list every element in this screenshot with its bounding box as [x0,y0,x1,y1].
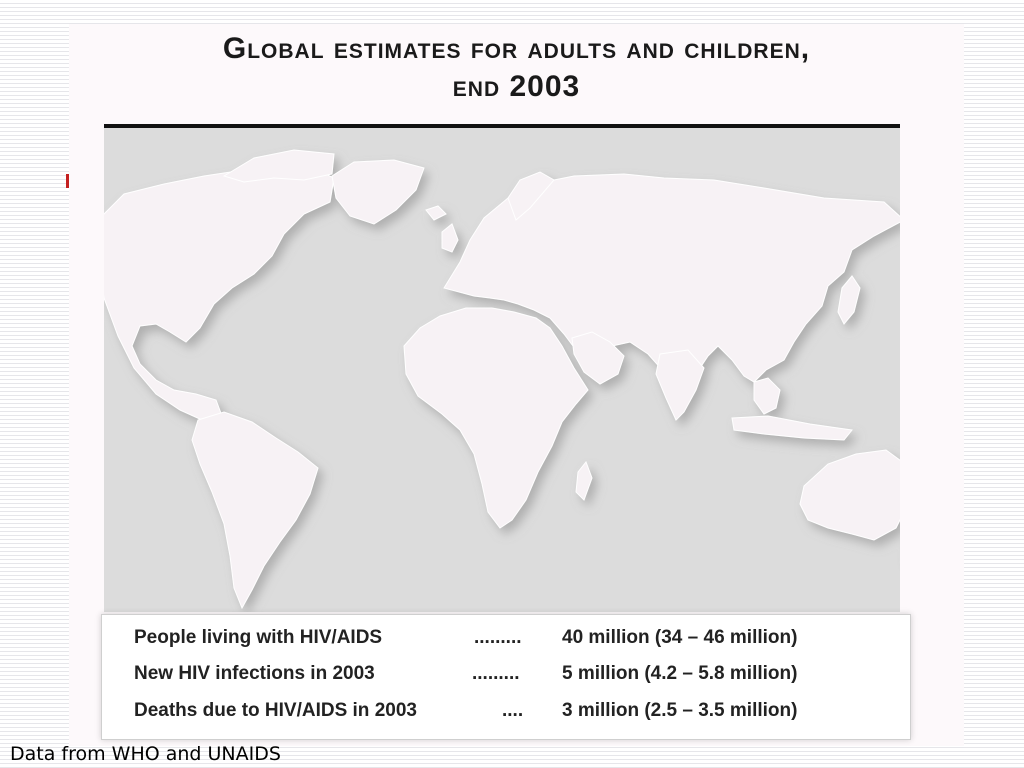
world-map-svg [104,128,900,612]
source-caption: Data from WHO and UNAIDS [10,743,281,765]
stat-label: Deaths due to HIV/AIDS in 2003 [134,700,417,721]
madagascar-shape [576,462,592,500]
statistics-box [101,614,911,740]
arctic-islands-shape [224,150,334,182]
south-america-shape [192,412,318,608]
stat-label: New HIV infections in 2003 [134,663,375,684]
stat-value: 3 million (2.5 – 3.5 million) [562,700,798,721]
stat-value: 40 million (34 – 46 million) [562,627,798,648]
stat-leader-dots: ......... [474,627,522,648]
indonesia-shape [732,416,852,440]
japan-shape [838,276,860,324]
stat-leader-dots: ......... [472,663,520,684]
greenland-shape [332,160,424,224]
slide-title [69,30,964,106]
north-america-shape [104,166,334,420]
india-shape [656,350,704,420]
title-line-2: end 2003 [452,70,581,103]
iceland-shape [426,206,446,220]
australia-shape [800,450,900,540]
stat-label: People living with HIV/AIDS [134,627,383,648]
africa-shape [404,308,588,528]
stat-value: 5 million (4.2 – 5.8 million) [562,663,798,684]
world-map [104,128,900,612]
stat-leader-dots: .... [502,700,524,721]
title-line-1: Global estimates for adults and children, [222,32,811,65]
red-marker [66,174,69,188]
southeast-asia-shape [754,378,780,414]
british-isles-shape [442,224,458,252]
